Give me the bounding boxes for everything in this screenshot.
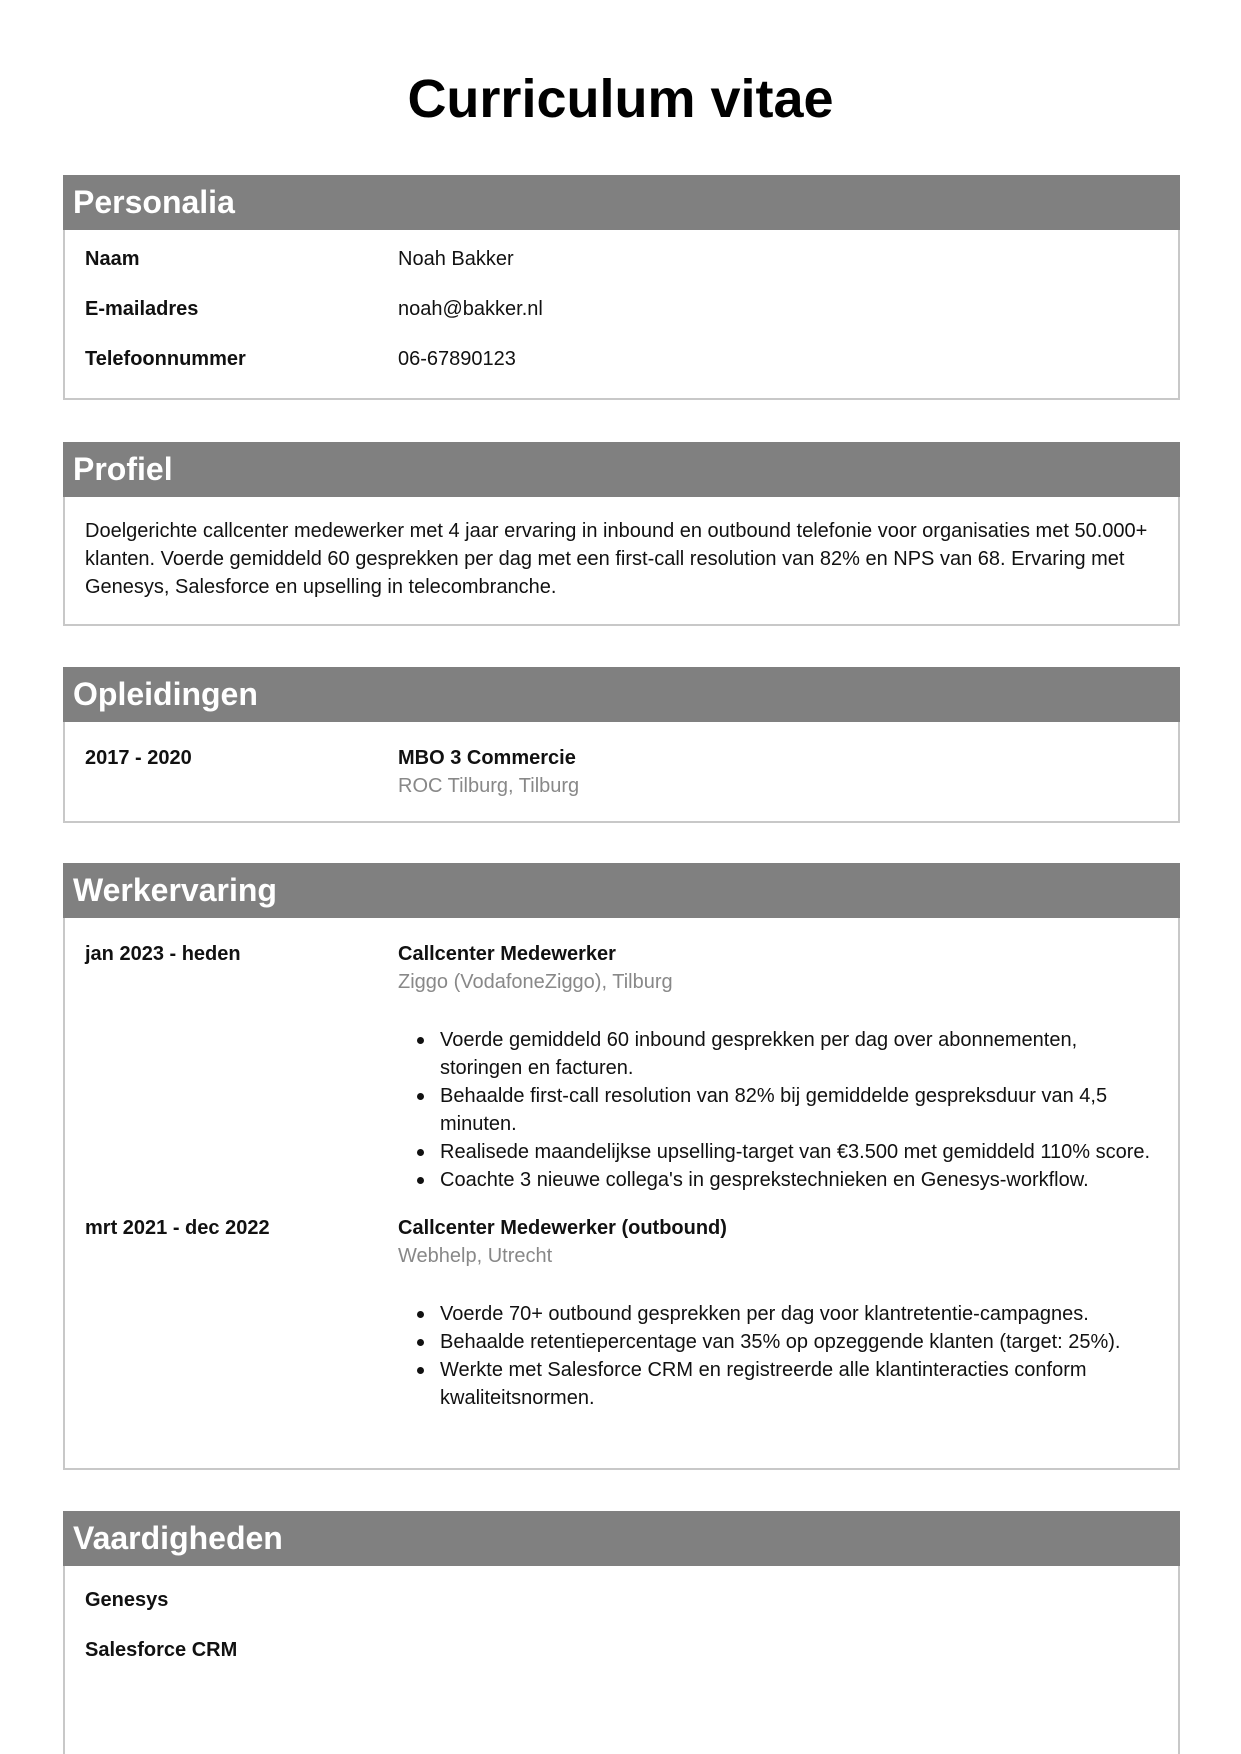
work-bullet: Werkte met Salesforce CRM en registreerde alle klantinteracties conform kwaliteitsnormen. xyxy=(440,1356,1158,1412)
section-opleidingen xyxy=(63,667,1180,823)
work-bullet: Voerde 70+ outbound gesprekken per dag voor klantretentie-campagnes. xyxy=(440,1300,1158,1328)
work-item xyxy=(85,1214,1158,1412)
work-bullet-list xyxy=(398,1026,1158,1194)
section-profiel xyxy=(63,442,1180,626)
section-heading-werkervaring: Werkervaring xyxy=(63,863,1180,918)
section-vaardigheden xyxy=(63,1511,1180,1754)
work-period: jan 2023 - heden xyxy=(85,943,241,965)
education-period: 2017 - 2020 xyxy=(85,747,192,769)
page-title: Curriculum vitae xyxy=(407,69,834,129)
education-institution: ROC Tilburg, Tilburg xyxy=(398,775,580,797)
field-label: E-mailadres xyxy=(85,298,199,320)
section-heading-personalia: Personalia xyxy=(63,175,1180,230)
education-title: MBO 3 Commercie xyxy=(398,747,576,769)
skill-item: Genesys xyxy=(85,1589,169,1611)
work-item xyxy=(85,940,1158,1194)
work-bullet-list xyxy=(398,1300,1158,1412)
field-value: Noah Bakker xyxy=(398,248,514,270)
work-title: Callcenter Medewerker (outbound) xyxy=(398,1217,727,1239)
personal-row-phone xyxy=(85,345,1158,395)
education-item xyxy=(85,744,1158,800)
personal-row-name xyxy=(85,245,1158,295)
work-title: Callcenter Medewerker xyxy=(398,943,616,965)
work-bullet: Realisede maandelijkse upselling-target van €3.500 met gemiddeld 110% score. xyxy=(440,1138,1158,1166)
work-bullet: Voerde gemiddeld 60 inbound gesprekken per dag over abonnementen, storingen en facturen. xyxy=(440,1026,1158,1082)
work-period: mrt 2021 - dec 2022 xyxy=(85,1217,270,1239)
work-employer: Webhelp, Utrecht xyxy=(398,1245,553,1267)
field-label: Telefoonnummer xyxy=(85,348,246,370)
work-bullet: Coachte 3 nieuwe collega's in gesprekstechnieken en Genesys-workflow. xyxy=(440,1166,1158,1194)
field-label: Naam xyxy=(85,248,140,270)
field-value: noah@bakker.nl xyxy=(398,298,543,320)
work-bullet: Behaalde first-call resolution van 82% bij gemiddelde gespreksduur van 4,5 minuten. xyxy=(440,1082,1158,1138)
profile-text: Doelgerichte callcenter medewerker met 4 jaar ervaring in inbound en outbound telefonie voor organisaties met 50.000+ klanten. Voerde gemiddeld 60 gesprekken per dag met een first-call resolution van 82% en NPS van 68. Ervaring met Genesys, Salesforce en upselling in telecombranche. xyxy=(85,520,1148,598)
section-heading-opleidingen: Opleidingen xyxy=(63,667,1180,722)
personal-row-email xyxy=(85,295,1158,345)
section-werkervaring xyxy=(63,863,1180,1470)
section-heading-vaardigheden: Vaardigheden xyxy=(63,1511,1180,1566)
work-bullet: Behaalde retentiepercentage van 35% op opzeggende klanten (target: 25%). xyxy=(440,1328,1158,1356)
skill-item: Salesforce CRM xyxy=(85,1639,238,1661)
section-heading-profiel: Profiel xyxy=(63,442,1180,497)
work-employer: Ziggo (VodafoneZiggo), Tilburg xyxy=(398,971,673,993)
field-value: 06-67890123 xyxy=(398,348,516,370)
section-personalia xyxy=(63,175,1180,400)
